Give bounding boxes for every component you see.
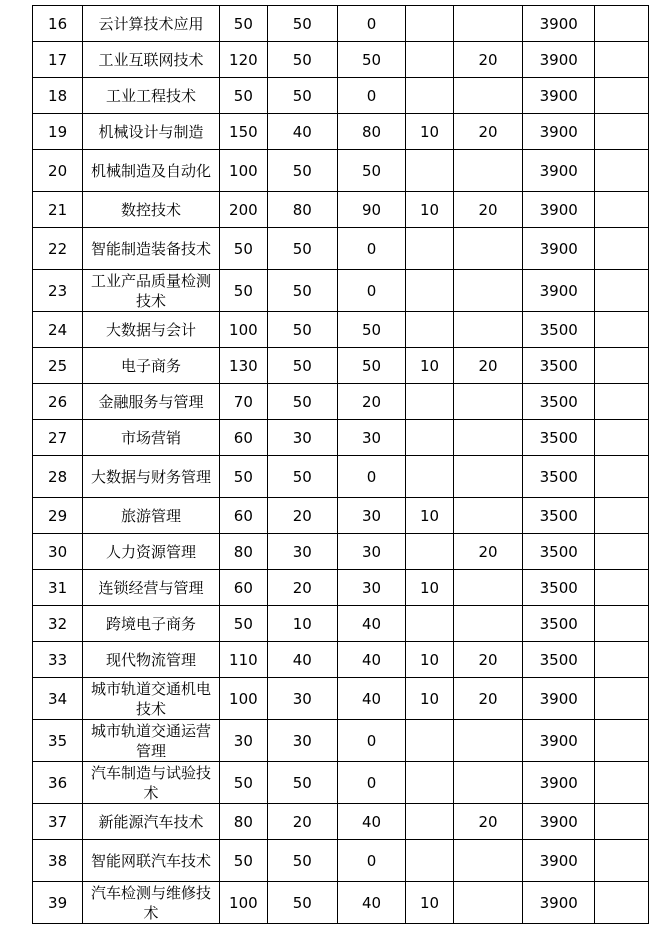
plan-col-3-cell: 50 bbox=[337, 150, 406, 192]
plan-col-4-cell bbox=[406, 720, 453, 762]
plan-col-2-cell: 50 bbox=[267, 78, 337, 114]
plan-col-2-cell: 50 bbox=[267, 882, 337, 924]
tuition-fee-cell: 3900 bbox=[523, 678, 595, 720]
plan-col-4-cell: 10 bbox=[406, 882, 453, 924]
total-plan-cell: 80 bbox=[219, 804, 267, 840]
total-plan-cell: 50 bbox=[219, 6, 267, 42]
major-name-cell: 智能网联汽车技术 bbox=[83, 840, 220, 882]
remark-cell bbox=[595, 840, 649, 882]
plan-col-4-cell bbox=[406, 762, 453, 804]
row-number-cell: 32 bbox=[33, 606, 83, 642]
plan-col-4-cell bbox=[406, 804, 453, 840]
total-plan-cell: 60 bbox=[219, 570, 267, 606]
total-plan-cell: 50 bbox=[219, 762, 267, 804]
tuition-fee-cell: 3900 bbox=[523, 78, 595, 114]
row-number-cell: 28 bbox=[33, 456, 83, 498]
tuition-fee-cell: 3500 bbox=[523, 534, 595, 570]
tuition-fee-cell: 3500 bbox=[523, 420, 595, 456]
plan-col-4-cell: 10 bbox=[406, 642, 453, 678]
plan-col-5-cell bbox=[453, 762, 523, 804]
major-name-cell: 新能源汽车技术 bbox=[83, 804, 220, 840]
table-row bbox=[33, 192, 649, 228]
plan-col-2-cell: 30 bbox=[267, 720, 337, 762]
remark-cell bbox=[595, 384, 649, 420]
total-plan-cell: 100 bbox=[219, 882, 267, 924]
major-name-cell: 工业工程技术 bbox=[83, 78, 220, 114]
plan-col-3-cell: 40 bbox=[337, 804, 406, 840]
major-name-cell: 云计算技术应用 bbox=[83, 6, 220, 42]
row-number-cell: 16 bbox=[33, 6, 83, 42]
total-plan-cell: 50 bbox=[219, 840, 267, 882]
remark-cell bbox=[595, 42, 649, 78]
table-row bbox=[33, 498, 649, 534]
plan-col-5-cell bbox=[453, 570, 523, 606]
row-number-cell: 35 bbox=[33, 720, 83, 762]
plan-col-3-cell: 50 bbox=[337, 348, 406, 384]
major-name-cell: 城市轨道交通机电技术 bbox=[83, 678, 220, 720]
remark-cell bbox=[595, 534, 649, 570]
plan-col-5-cell bbox=[453, 78, 523, 114]
plan-col-5-cell bbox=[453, 6, 523, 42]
table-row bbox=[33, 840, 649, 882]
plan-col-4-cell bbox=[406, 456, 453, 498]
row-number-cell: 22 bbox=[33, 228, 83, 270]
plan-col-2-cell: 30 bbox=[267, 420, 337, 456]
row-number-cell: 36 bbox=[33, 762, 83, 804]
remark-cell bbox=[595, 606, 649, 642]
tuition-fee-cell: 3900 bbox=[523, 840, 595, 882]
plan-col-2-cell: 50 bbox=[267, 348, 337, 384]
plan-col-4-cell bbox=[406, 534, 453, 570]
major-name-cell: 工业互联网技术 bbox=[83, 42, 220, 78]
plan-col-4-cell bbox=[406, 606, 453, 642]
remark-cell bbox=[595, 228, 649, 270]
major-name-cell: 大数据与财务管理 bbox=[83, 456, 220, 498]
table-row bbox=[33, 270, 649, 312]
remark-cell bbox=[595, 150, 649, 192]
plan-col-5-cell: 20 bbox=[453, 642, 523, 678]
plan-col-3-cell: 0 bbox=[337, 762, 406, 804]
tuition-fee-cell: 3500 bbox=[523, 498, 595, 534]
row-number-cell: 18 bbox=[33, 78, 83, 114]
plan-col-5-cell bbox=[453, 384, 523, 420]
plan-col-3-cell: 40 bbox=[337, 678, 406, 720]
plan-col-5-cell bbox=[453, 150, 523, 192]
plan-col-5-cell: 20 bbox=[453, 678, 523, 720]
table-row bbox=[33, 456, 649, 498]
table-row bbox=[33, 720, 649, 762]
table-row bbox=[33, 114, 649, 150]
tuition-fee-cell: 3900 bbox=[523, 762, 595, 804]
table-row bbox=[33, 534, 649, 570]
tuition-fee-cell: 3500 bbox=[523, 606, 595, 642]
plan-col-2-cell: 50 bbox=[267, 762, 337, 804]
tuition-fee-cell: 3900 bbox=[523, 882, 595, 924]
remark-cell bbox=[595, 678, 649, 720]
remark-cell bbox=[595, 882, 649, 924]
plan-col-2-cell: 80 bbox=[267, 192, 337, 228]
row-number-cell: 23 bbox=[33, 270, 83, 312]
total-plan-cell: 30 bbox=[219, 720, 267, 762]
total-plan-cell: 60 bbox=[219, 498, 267, 534]
plan-col-2-cell: 40 bbox=[267, 114, 337, 150]
tuition-fee-cell: 3900 bbox=[523, 114, 595, 150]
plan-col-5-cell: 20 bbox=[453, 192, 523, 228]
plan-col-2-cell: 50 bbox=[267, 312, 337, 348]
tuition-fee-cell: 3500 bbox=[523, 384, 595, 420]
tuition-fee-cell: 3900 bbox=[523, 720, 595, 762]
tuition-fee-cell: 3500 bbox=[523, 456, 595, 498]
table-row bbox=[33, 78, 649, 114]
plan-col-4-cell: 10 bbox=[406, 498, 453, 534]
tuition-fee-cell: 3900 bbox=[523, 804, 595, 840]
plan-col-2-cell: 50 bbox=[267, 6, 337, 42]
plan-col-2-cell: 50 bbox=[267, 840, 337, 882]
table-row bbox=[33, 348, 649, 384]
plan-col-5-cell bbox=[453, 456, 523, 498]
plan-col-3-cell: 20 bbox=[337, 384, 406, 420]
remark-cell bbox=[595, 312, 649, 348]
tuition-fee-cell: 3900 bbox=[523, 42, 595, 78]
major-name-cell: 金融服务与管理 bbox=[83, 384, 220, 420]
tuition-fee-cell: 3900 bbox=[523, 228, 595, 270]
total-plan-cell: 200 bbox=[219, 192, 267, 228]
remark-cell bbox=[595, 804, 649, 840]
row-number-cell: 37 bbox=[33, 804, 83, 840]
plan-col-5-cell bbox=[453, 882, 523, 924]
plan-col-3-cell: 80 bbox=[337, 114, 406, 150]
tuition-fee-cell: 3900 bbox=[523, 150, 595, 192]
remark-cell bbox=[595, 270, 649, 312]
plan-col-2-cell: 10 bbox=[267, 606, 337, 642]
total-plan-cell: 100 bbox=[219, 678, 267, 720]
table-row bbox=[33, 150, 649, 192]
tuition-fee-cell: 3500 bbox=[523, 348, 595, 384]
table-row bbox=[33, 606, 649, 642]
total-plan-cell: 50 bbox=[219, 78, 267, 114]
row-number-cell: 33 bbox=[33, 642, 83, 678]
major-name-cell: 机械制造及自动化 bbox=[83, 150, 220, 192]
plan-col-5-cell: 20 bbox=[453, 804, 523, 840]
total-plan-cell: 70 bbox=[219, 384, 267, 420]
major-name-cell: 机械设计与制造 bbox=[83, 114, 220, 150]
table-row bbox=[33, 42, 649, 78]
remark-cell bbox=[595, 570, 649, 606]
plan-col-3-cell: 30 bbox=[337, 420, 406, 456]
major-name-cell: 现代物流管理 bbox=[83, 642, 220, 678]
total-plan-cell: 60 bbox=[219, 420, 267, 456]
plan-col-3-cell: 40 bbox=[337, 606, 406, 642]
major-name-cell: 城市轨道交通运营管理 bbox=[83, 720, 220, 762]
table-row bbox=[33, 6, 649, 42]
plan-col-3-cell: 0 bbox=[337, 720, 406, 762]
plan-col-3-cell: 50 bbox=[337, 312, 406, 348]
tuition-fee-cell: 3900 bbox=[523, 192, 595, 228]
remark-cell bbox=[595, 420, 649, 456]
table-row bbox=[33, 882, 649, 924]
plan-col-5-cell bbox=[453, 270, 523, 312]
total-plan-cell: 150 bbox=[219, 114, 267, 150]
remark-cell bbox=[595, 348, 649, 384]
plan-col-5-cell bbox=[453, 420, 523, 456]
plan-col-4-cell bbox=[406, 150, 453, 192]
plan-col-3-cell: 30 bbox=[337, 534, 406, 570]
plan-col-4-cell bbox=[406, 384, 453, 420]
row-number-cell: 20 bbox=[33, 150, 83, 192]
plan-col-2-cell: 30 bbox=[267, 534, 337, 570]
plan-col-3-cell: 0 bbox=[337, 6, 406, 42]
table-row bbox=[33, 570, 649, 606]
total-plan-cell: 80 bbox=[219, 534, 267, 570]
plan-col-2-cell: 50 bbox=[267, 270, 337, 312]
tuition-fee-cell: 3900 bbox=[523, 6, 595, 42]
plan-col-3-cell: 40 bbox=[337, 642, 406, 678]
plan-col-4-cell bbox=[406, 78, 453, 114]
tuition-fee-cell: 3500 bbox=[523, 642, 595, 678]
plan-col-4-cell bbox=[406, 6, 453, 42]
major-name-cell: 连锁经营与管理 bbox=[83, 570, 220, 606]
total-plan-cell: 100 bbox=[219, 150, 267, 192]
plan-col-3-cell: 90 bbox=[337, 192, 406, 228]
plan-col-3-cell: 0 bbox=[337, 456, 406, 498]
remark-cell bbox=[595, 720, 649, 762]
plan-col-4-cell bbox=[406, 228, 453, 270]
total-plan-cell: 110 bbox=[219, 642, 267, 678]
enrollment-table bbox=[32, 5, 649, 924]
row-number-cell: 38 bbox=[33, 840, 83, 882]
remark-cell bbox=[595, 762, 649, 804]
total-plan-cell: 50 bbox=[219, 456, 267, 498]
plan-col-2-cell: 40 bbox=[267, 642, 337, 678]
table-row bbox=[33, 384, 649, 420]
plan-col-5-cell bbox=[453, 840, 523, 882]
tuition-fee-cell: 3500 bbox=[523, 312, 595, 348]
plan-col-3-cell: 0 bbox=[337, 228, 406, 270]
row-number-cell: 31 bbox=[33, 570, 83, 606]
remark-cell bbox=[595, 456, 649, 498]
total-plan-cell: 50 bbox=[219, 270, 267, 312]
table-row bbox=[33, 312, 649, 348]
plan-col-4-cell bbox=[406, 840, 453, 882]
row-number-cell: 17 bbox=[33, 42, 83, 78]
table-row bbox=[33, 642, 649, 678]
plan-col-2-cell: 30 bbox=[267, 678, 337, 720]
plan-col-4-cell: 10 bbox=[406, 114, 453, 150]
major-name-cell: 数控技术 bbox=[83, 192, 220, 228]
plan-col-2-cell: 50 bbox=[267, 456, 337, 498]
plan-col-4-cell: 10 bbox=[406, 348, 453, 384]
major-name-cell: 工业产品质量检测技术 bbox=[83, 270, 220, 312]
total-plan-cell: 50 bbox=[219, 228, 267, 270]
major-name-cell: 智能制造装备技术 bbox=[83, 228, 220, 270]
plan-col-3-cell: 30 bbox=[337, 498, 406, 534]
major-name-cell: 市场营销 bbox=[83, 420, 220, 456]
row-number-cell: 24 bbox=[33, 312, 83, 348]
plan-col-2-cell: 20 bbox=[267, 498, 337, 534]
row-number-cell: 39 bbox=[33, 882, 83, 924]
plan-col-4-cell: 10 bbox=[406, 678, 453, 720]
plan-col-4-cell bbox=[406, 312, 453, 348]
remark-cell bbox=[595, 6, 649, 42]
table-row bbox=[33, 420, 649, 456]
plan-col-3-cell: 0 bbox=[337, 78, 406, 114]
remark-cell bbox=[595, 498, 649, 534]
major-name-cell: 旅游管理 bbox=[83, 498, 220, 534]
total-plan-cell: 120 bbox=[219, 42, 267, 78]
plan-col-5-cell: 20 bbox=[453, 114, 523, 150]
plan-col-4-cell bbox=[406, 270, 453, 312]
plan-col-5-cell: 20 bbox=[453, 42, 523, 78]
table-row bbox=[33, 678, 649, 720]
plan-col-3-cell: 50 bbox=[337, 42, 406, 78]
row-number-cell: 34 bbox=[33, 678, 83, 720]
row-number-cell: 27 bbox=[33, 420, 83, 456]
plan-col-5-cell bbox=[453, 312, 523, 348]
plan-col-3-cell: 0 bbox=[337, 840, 406, 882]
plan-col-4-cell: 10 bbox=[406, 570, 453, 606]
total-plan-cell: 50 bbox=[219, 606, 267, 642]
plan-col-3-cell: 40 bbox=[337, 882, 406, 924]
plan-col-2-cell: 20 bbox=[267, 570, 337, 606]
plan-col-2-cell: 20 bbox=[267, 804, 337, 840]
plan-col-5-cell: 20 bbox=[453, 348, 523, 384]
major-name-cell: 电子商务 bbox=[83, 348, 220, 384]
plan-col-5-cell bbox=[453, 606, 523, 642]
remark-cell bbox=[595, 642, 649, 678]
table-row bbox=[33, 228, 649, 270]
table-body bbox=[33, 6, 649, 924]
row-number-cell: 30 bbox=[33, 534, 83, 570]
plan-col-2-cell: 50 bbox=[267, 150, 337, 192]
row-number-cell: 25 bbox=[33, 348, 83, 384]
major-name-cell: 汽车检测与维修技术 bbox=[83, 882, 220, 924]
major-name-cell: 跨境电子商务 bbox=[83, 606, 220, 642]
remark-cell bbox=[595, 78, 649, 114]
plan-col-4-cell bbox=[406, 42, 453, 78]
plan-col-2-cell: 50 bbox=[267, 384, 337, 420]
row-number-cell: 21 bbox=[33, 192, 83, 228]
plan-col-4-cell bbox=[406, 420, 453, 456]
remark-cell bbox=[595, 114, 649, 150]
plan-col-5-cell: 20 bbox=[453, 534, 523, 570]
major-name-cell: 汽车制造与试验技术 bbox=[83, 762, 220, 804]
remark-cell bbox=[595, 192, 649, 228]
plan-col-2-cell: 50 bbox=[267, 42, 337, 78]
total-plan-cell: 100 bbox=[219, 312, 267, 348]
row-number-cell: 29 bbox=[33, 498, 83, 534]
tuition-fee-cell: 3900 bbox=[523, 270, 595, 312]
plan-col-3-cell: 0 bbox=[337, 270, 406, 312]
plan-col-2-cell: 50 bbox=[267, 228, 337, 270]
major-name-cell: 人力资源管理 bbox=[83, 534, 220, 570]
row-number-cell: 19 bbox=[33, 114, 83, 150]
plan-col-4-cell: 10 bbox=[406, 192, 453, 228]
row-number-cell: 26 bbox=[33, 384, 83, 420]
plan-col-5-cell bbox=[453, 720, 523, 762]
total-plan-cell: 130 bbox=[219, 348, 267, 384]
plan-col-3-cell: 30 bbox=[337, 570, 406, 606]
table-row bbox=[33, 762, 649, 804]
tuition-fee-cell: 3500 bbox=[523, 570, 595, 606]
plan-col-5-cell bbox=[453, 228, 523, 270]
plan-col-5-cell bbox=[453, 498, 523, 534]
table-row bbox=[33, 804, 649, 840]
major-name-cell: 大数据与会计 bbox=[83, 312, 220, 348]
